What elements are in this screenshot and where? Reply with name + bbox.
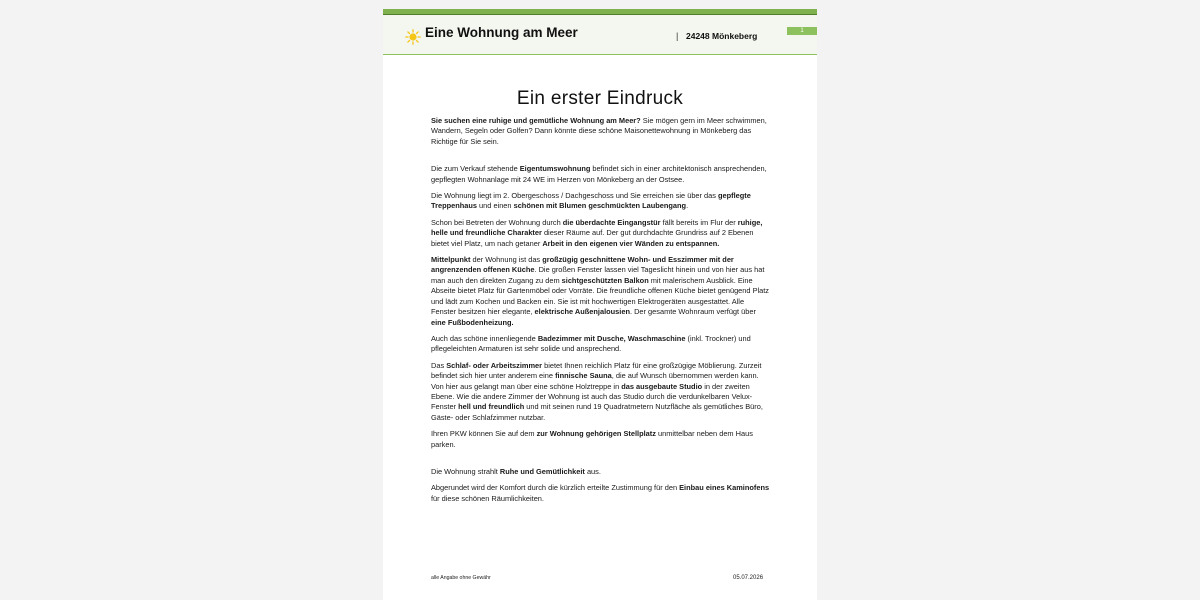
body-text: und einen bbox=[477, 201, 514, 211]
highlight-text: Schlaf- oder Arbeitszimmer bbox=[446, 360, 543, 370]
document-page bbox=[383, 9, 817, 600]
body-text: fällt bereits im Flur der bbox=[660, 217, 738, 227]
highlight-text: Eigentumswohnung bbox=[519, 164, 591, 174]
body-text: aus. bbox=[584, 466, 601, 476]
body-text: mit malerischem Ausblick. Eine Abseite bietet Platz für Gartenmöbel oder Vorräte. Die freundliche offenen Küche bietet genügend Platz und lädt zum Kochen und Backen ein. Sie ist mit hochwertigen Elektrogeräten ausgestattet. Alle Fenster besitzen hier elegante, bbox=[431, 275, 769, 317]
page-number-badge: 1 bbox=[787, 27, 817, 35]
description-paragraph bbox=[431, 255, 771, 328]
highlight-text: Einbau eines Kaminofens bbox=[679, 483, 770, 493]
highlight-text: die überdachte Eingangstür bbox=[562, 217, 661, 227]
highlight-text: zur Wohnung gehörigen Stellplatz bbox=[536, 429, 656, 439]
highlight-text: schönen mit Blumen geschmückten Laubengang bbox=[513, 201, 687, 211]
highlight-text: gepflegte Treppenhaus bbox=[431, 191, 751, 211]
description-paragraph bbox=[431, 429, 771, 450]
location-label: 24248 Mönkeberg bbox=[686, 31, 758, 41]
body-text: und mit seinen rund 19 Quadratmetern Nutzfläche als gemütliches Büro, Gäste- oder Schlafzimmer nutzbar. bbox=[431, 402, 763, 422]
description-paragraph bbox=[431, 361, 771, 382]
body-text: Ihren PKW können Sie auf dem bbox=[431, 429, 537, 439]
body-text: dieser Räume auf. Der gut durchdachte Grundriss auf 2 Ebenen bietet viel Platz, um nach getaner bbox=[431, 228, 754, 248]
body-text: der Wohnung ist das bbox=[470, 255, 543, 265]
body-text: . Der gesamte Wohnraum verfügt über bbox=[629, 307, 756, 317]
body-text: Sie mögen gern im Meer schwimmen, Wandern, Segeln oder Golfen? Dann könnte diese schöne Maisonettewohnung in Mönkeberg das Richtige für Sie sein. bbox=[431, 116, 767, 146]
body-text: befindet sich in einer architektonisch ansprechenden, gepflegten Wohnanlage mit 24 WE im Herzen von Mönkeberg an der Ostsee. bbox=[431, 164, 767, 184]
body-text: , die auf Wunsch übernommen werden kann. bbox=[611, 371, 759, 381]
page-title: Ein erster Eindruck bbox=[516, 88, 684, 109]
highlight-text: sichtgeschützten Balkon bbox=[561, 275, 649, 285]
description-paragraph bbox=[431, 382, 771, 424]
body-text: . Die großen Fenster lassen viel Tageslicht hinein und von hier aus hat man auch den direkten Zugang zu dem bbox=[431, 265, 765, 285]
highlight-text: Ruhe und Gemütlichkeit bbox=[499, 466, 585, 476]
body-text: unmittelbar neben dem Haus parken. bbox=[431, 429, 753, 449]
description-paragraph bbox=[431, 218, 771, 249]
page-header bbox=[383, 15, 817, 55]
body-text: Die Wohnung liegt im 2. Obergeschoss / Dachgeschoss und Sie erreichen sie über das bbox=[431, 191, 719, 201]
description-paragraph bbox=[431, 467, 771, 477]
body-text: Die Wohnung strahlt bbox=[431, 466, 500, 476]
highlight-text: hell und freundlich bbox=[458, 402, 525, 412]
footer-disclaimer: alle Angabe ohne Gewähr bbox=[431, 575, 491, 581]
body-text: Die zum Verkauf stehende bbox=[431, 164, 520, 174]
header-separator: | bbox=[676, 31, 679, 41]
description-paragraph bbox=[431, 164, 771, 185]
description-body bbox=[431, 116, 771, 504]
body-text: Von hier aus gelangt man über eine schöne Holztreppe in bbox=[431, 381, 622, 391]
highlight-text: Arbeit in den eigenen vier Wänden zu entspannen. bbox=[542, 238, 720, 248]
description-paragraph bbox=[431, 483, 771, 504]
highlight-text: finnische Sauna bbox=[555, 371, 612, 381]
body-text: Abgerundet wird der Komfort durch die kürzlich erteilte Zustimmung für den bbox=[431, 483, 680, 493]
body-text: bietet Ihnen reichlich Platz für eine großzügige Möblierung. Zurzeit befindet sich hier unter anderem eine bbox=[431, 360, 762, 381]
description-paragraph bbox=[431, 334, 771, 355]
highlight-text: Sie suchen eine ruhige und gemütliche Wohnung am Meer? bbox=[431, 116, 641, 125]
body-text: Auch das schöne innenliegende bbox=[431, 333, 538, 343]
highlight-text: Mittelpunkt bbox=[431, 255, 471, 265]
highlight-text: elektrische Außenjalousien bbox=[534, 307, 630, 317]
body-text: (inkl. Trockner) und pflegeleichten Armaturen ist sehr solide und ansprechend. bbox=[431, 333, 751, 354]
highlight-text: großzügig geschnittene Wohn- und Esszimmer mit der angrenzenden offenen Küche bbox=[431, 255, 734, 275]
body-text: Das bbox=[431, 360, 447, 370]
description-paragraph bbox=[431, 191, 771, 212]
highlight-text: Badezimmer mit Dusche, Waschmaschine bbox=[537, 333, 686, 343]
body-text: Schon bei Betreten der Wohnung durch bbox=[431, 217, 563, 227]
body-text: in der zweiten Ebene. Wie die andere Zimmer der Wohnung ist auch das Studio durch die verdunkelbaren Velux-Fenster bbox=[431, 381, 753, 412]
brand-title: Eine Wohnung am Meer bbox=[425, 25, 578, 40]
body-text: für diese schönen Räumlichkeiten. bbox=[431, 493, 544, 503]
highlight-text: eine Fußbodenheizung. bbox=[431, 317, 514, 327]
highlight-text: ruhige, helle und freundliche Charakter bbox=[431, 217, 763, 238]
highlight-text: das ausgebaute Studio bbox=[621, 381, 703, 391]
footer-date: 05.07.2026 bbox=[733, 575, 764, 581]
description-paragraph bbox=[431, 116, 771, 147]
sun-icon bbox=[405, 29, 421, 45]
body-text: . bbox=[686, 201, 689, 211]
